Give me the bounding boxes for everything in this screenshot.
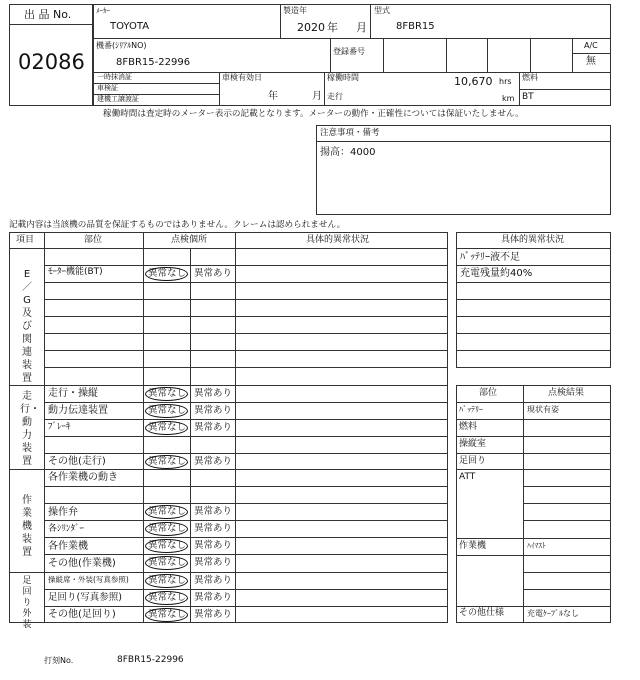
check-abnormal: 異常あり <box>194 422 233 433</box>
hours-value: 10,670 <box>454 75 493 88</box>
part-run-other: その他(走行) <box>48 456 106 467</box>
section-under: 足回り外装 <box>22 576 32 630</box>
ac-value: 無 <box>586 56 596 67</box>
check-abnormal: 異常あり <box>194 557 233 568</box>
year-tsuki: 月 <box>356 21 367 34</box>
check-abnormal: 異常あり <box>194 268 233 279</box>
maker-label: ﾒｰｶｰ <box>96 7 110 15</box>
part-power: 動力伝達装置 <box>48 405 108 416</box>
check-normal: 異常なし <box>148 592 187 603</box>
notice-bottom: 記載内容は当該機の品質を保証するものではありません。クレームは認められません。 <box>9 220 346 230</box>
shaken-cert-label: 車検証 <box>97 84 118 92</box>
section-drive: 走行・動力装置 <box>20 391 40 467</box>
lot-number: 02086 <box>18 50 85 74</box>
rb-battery: ﾊﾞｯﾃﾘｰ <box>459 405 483 414</box>
col-check: 点検個所 <box>171 235 208 245</box>
check-normal: 異常なし <box>148 609 187 620</box>
part-work: 各作業機 <box>48 541 88 552</box>
fuel-label: 燃料 <box>522 73 538 82</box>
remarks-title: 注意事項・備考 <box>320 128 380 138</box>
col-item: 項目 <box>16 235 35 245</box>
temp-cert-label: 一時抹消証 <box>97 73 132 81</box>
rb-col-part: 部位 <box>479 388 498 398</box>
section-work: 作業機装置 <box>22 495 32 558</box>
year-value: 2020 <box>297 21 325 34</box>
check-normal: 異常なし <box>148 268 187 279</box>
check-normal: 異常なし <box>148 557 187 568</box>
part-brake: ﾌﾞﾚｰｷ <box>48 422 71 432</box>
lot-number-label: 出 品 No. <box>24 8 72 21</box>
check-abnormal: 異常あり <box>194 609 233 620</box>
km-unit: km <box>502 94 515 103</box>
part-work-move: 各作業機の動き <box>48 472 118 483</box>
part-cab: 操縦席・外装(写真参照) <box>48 575 129 584</box>
check-abnormal: 異常あり <box>194 506 233 517</box>
shaken-nen: 年 <box>268 91 278 102</box>
part-cylinder: 各ｼﾘﾝﾀﾞｰ <box>48 524 85 534</box>
transfer-cert-label: 建機工譲渡証 <box>97 95 139 103</box>
check-abnormal: 異常あり <box>194 540 233 551</box>
rb-fuel: 燃料 <box>459 422 478 432</box>
rb-battery-result: 現状有姿 <box>527 405 559 414</box>
rb-work: 作業機 <box>459 541 487 551</box>
check-normal: 異常なし <box>148 540 187 551</box>
check-abnormal: 異常あり <box>194 575 233 586</box>
model-value: 8FBR15 <box>396 21 435 32</box>
year-label: 製造年 <box>283 6 307 15</box>
rb-other-spec-result: 充電ｹｰﾌﾞﾙなし <box>527 609 579 618</box>
part-under-other: その他(足回り) <box>48 609 116 620</box>
check-normal: 異常なし <box>148 388 187 399</box>
part-work-other: その他(作業機) <box>48 558 116 569</box>
check-normal: 異常なし <box>148 422 187 433</box>
maker-value: TOYOTA <box>110 21 150 32</box>
stamp-label: 打刻No. <box>44 656 74 665</box>
part-valve: 操作弁 <box>48 507 78 518</box>
check-abnormal: 異常あり <box>194 405 233 416</box>
rt-title: 具体的異常状況 <box>501 235 565 245</box>
check-abnormal: 異常あり <box>194 388 233 399</box>
rb-cab: 操縦室 <box>459 439 487 449</box>
check-normal: 異常なし <box>148 405 187 416</box>
remarks-content: 揚高：4000 <box>320 147 376 158</box>
shaken-tsuki: 月 <box>312 91 322 102</box>
part-under: 足回り(写真参照) <box>48 592 122 603</box>
check-normal: 異常なし <box>148 523 187 534</box>
section-engine: E／G及び関連装置 <box>22 269 32 384</box>
rt-line1: ﾊﾞｯﾃﾘｰ液不足 <box>460 252 520 263</box>
hours-label: 稼働時間 <box>327 73 359 82</box>
notice-top: 稼働時間は査定時のメーター表示の記載となります。メーターの動作・正確性については保証いたしません。 <box>103 109 524 119</box>
rb-att: ATT <box>459 472 476 482</box>
check-normal: 異常なし <box>148 456 187 467</box>
part-drive: 走行・操縦 <box>48 388 98 399</box>
serial-value: 8FBR15-22996 <box>116 57 191 68</box>
rb-col-result: 点検結果 <box>548 388 585 398</box>
year-nen: 年 <box>327 21 338 34</box>
rb-other-spec: その他仕様 <box>459 608 505 618</box>
check-abnormal: 異常あり <box>194 592 233 603</box>
check-abnormal: 異常あり <box>194 456 233 467</box>
col-part: 部位 <box>84 235 103 245</box>
rb-work-result: ﾊｲﾏｽﾄ <box>527 541 546 550</box>
rt-line2: 充電残量約40% <box>460 268 533 279</box>
stamp-value: 8FBR15-22996 <box>117 655 184 665</box>
shaken-valid-label: 車検有効日 <box>222 73 262 82</box>
fuel-value: BT <box>522 92 534 102</box>
reg-label: 登録番号 <box>333 47 365 56</box>
check-normal: 異常なし <box>148 575 187 586</box>
hours-unit: hrs <box>499 77 512 86</box>
remarks-box <box>316 125 611 215</box>
ac-label: A/C <box>584 41 598 50</box>
mileage-label: 走行 <box>327 92 343 101</box>
check-abnormal: 異常あり <box>194 523 233 534</box>
col-detail: 具体的異常状況 <box>306 235 370 245</box>
part-motor: ﾓｰﾀｰ機能(BT) <box>48 267 103 277</box>
model-label: 型式 <box>374 6 390 15</box>
check-normal: 異常なし <box>148 506 187 517</box>
rb-under: 足回り <box>459 456 487 466</box>
serial-label: 機番(ｼﾘｱﾙNO) <box>96 41 147 50</box>
